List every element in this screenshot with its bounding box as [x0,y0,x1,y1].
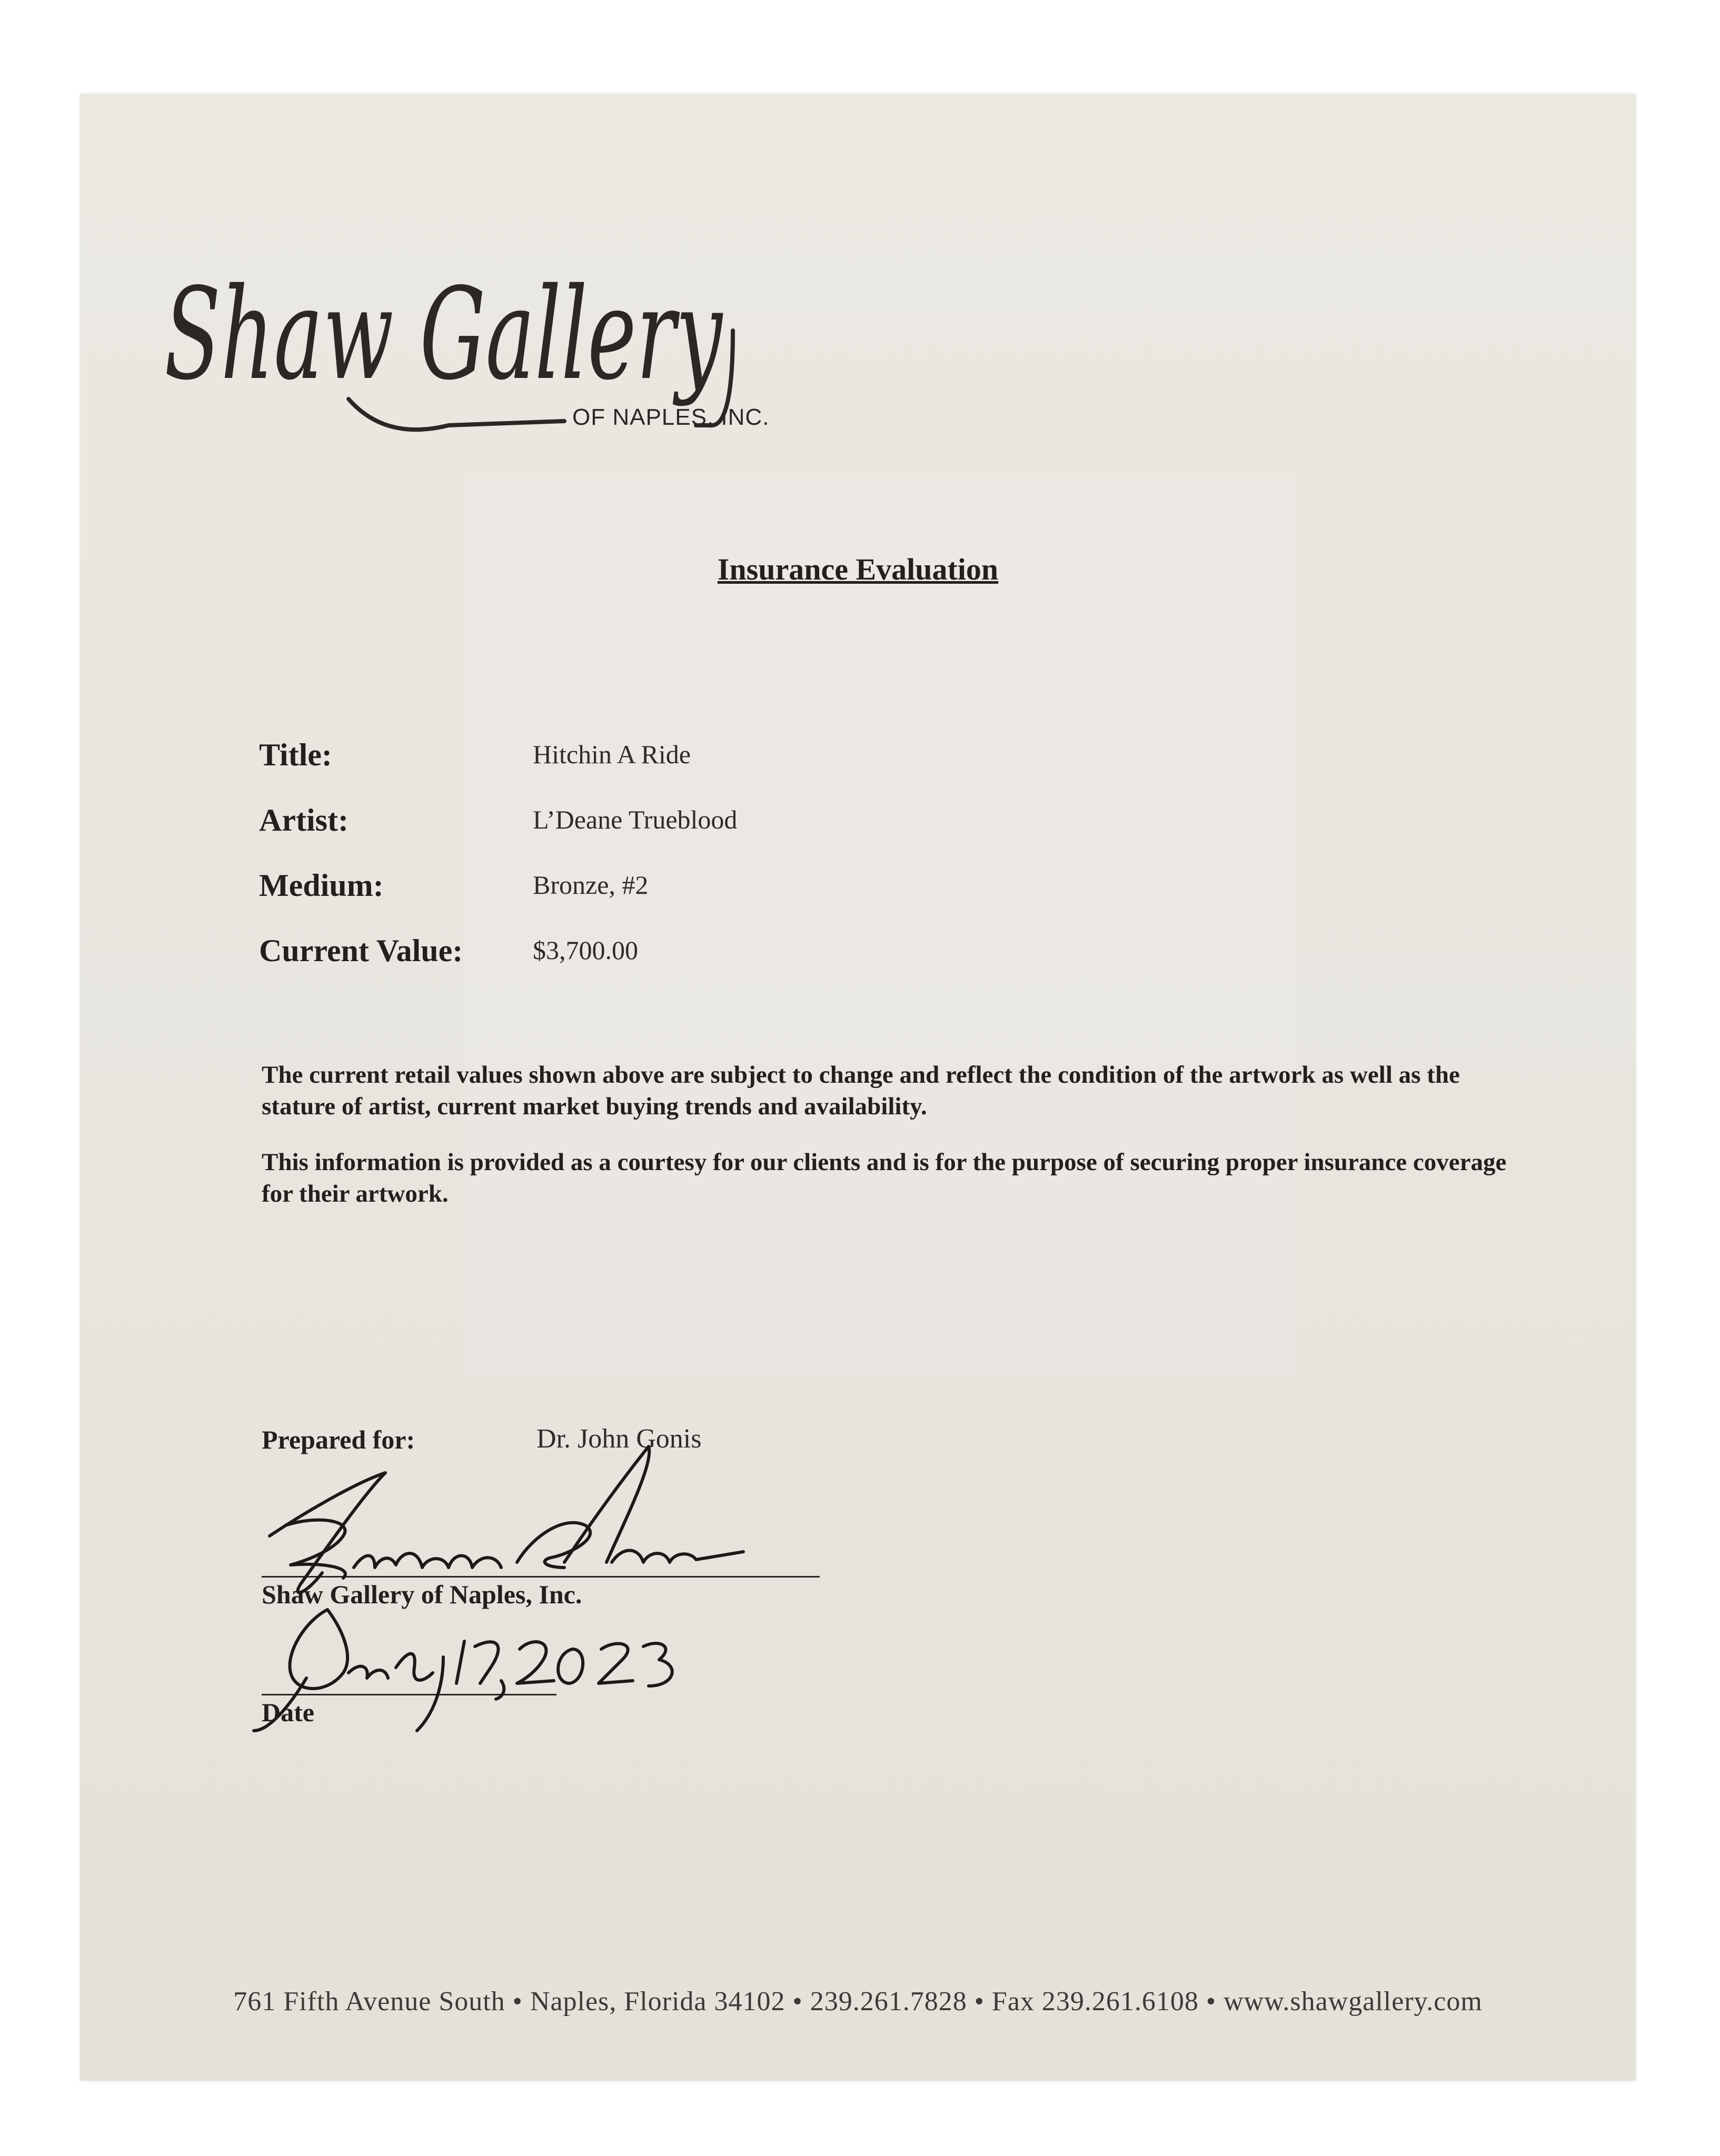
purpose-paragraph: This information is provided as a courtesy for our clients and is for the purpose of securing proper insurance coverage for their artwork. [262,1149,1507,1207]
prepared-for-value: Dr. John Gonis [536,1424,702,1454]
field-value-artist: L’Deane Trueblood [533,805,738,834]
document-title: Insurance Evaluation [717,552,999,586]
field-label-medium: Medium: [259,868,384,903]
logo-subtitle: OF NAPLES, INC. [572,404,770,430]
field-value-current-value: $3,700.00 [533,935,638,965]
signature-caption: Shaw Gallery of Naples, Inc. [262,1580,582,1609]
svg-text:Shaw Gallery: Shaw Gallery [164,261,724,408]
field-label-current-value: Current Value: [259,933,463,968]
date-caption: Date [262,1698,314,1727]
document-page [80,94,1636,2081]
field-value-medium: Bronze, #2 [533,870,649,900]
disclaimer-paragraph: The current retail values shown above are subject to change and reflect the condition of the artwork as well as the stature of artist, current market buying trends and availability. [262,1061,1460,1120]
field-label-title: Title: [259,737,332,772]
handwritten-signature-and-date [80,94,1636,2081]
field-value-title: Hitchin A Ride [533,740,691,769]
letterhead-footer: 761 Fifth Avenue South • Naples, Florida 34102 • 239.261.7828 • Fax 239.261.6108 • www.shawgallery.com [233,1987,1483,2017]
field-label-artist: Artist: [259,803,349,837]
prepared-for-label: Prepared for: [262,1425,415,1454]
